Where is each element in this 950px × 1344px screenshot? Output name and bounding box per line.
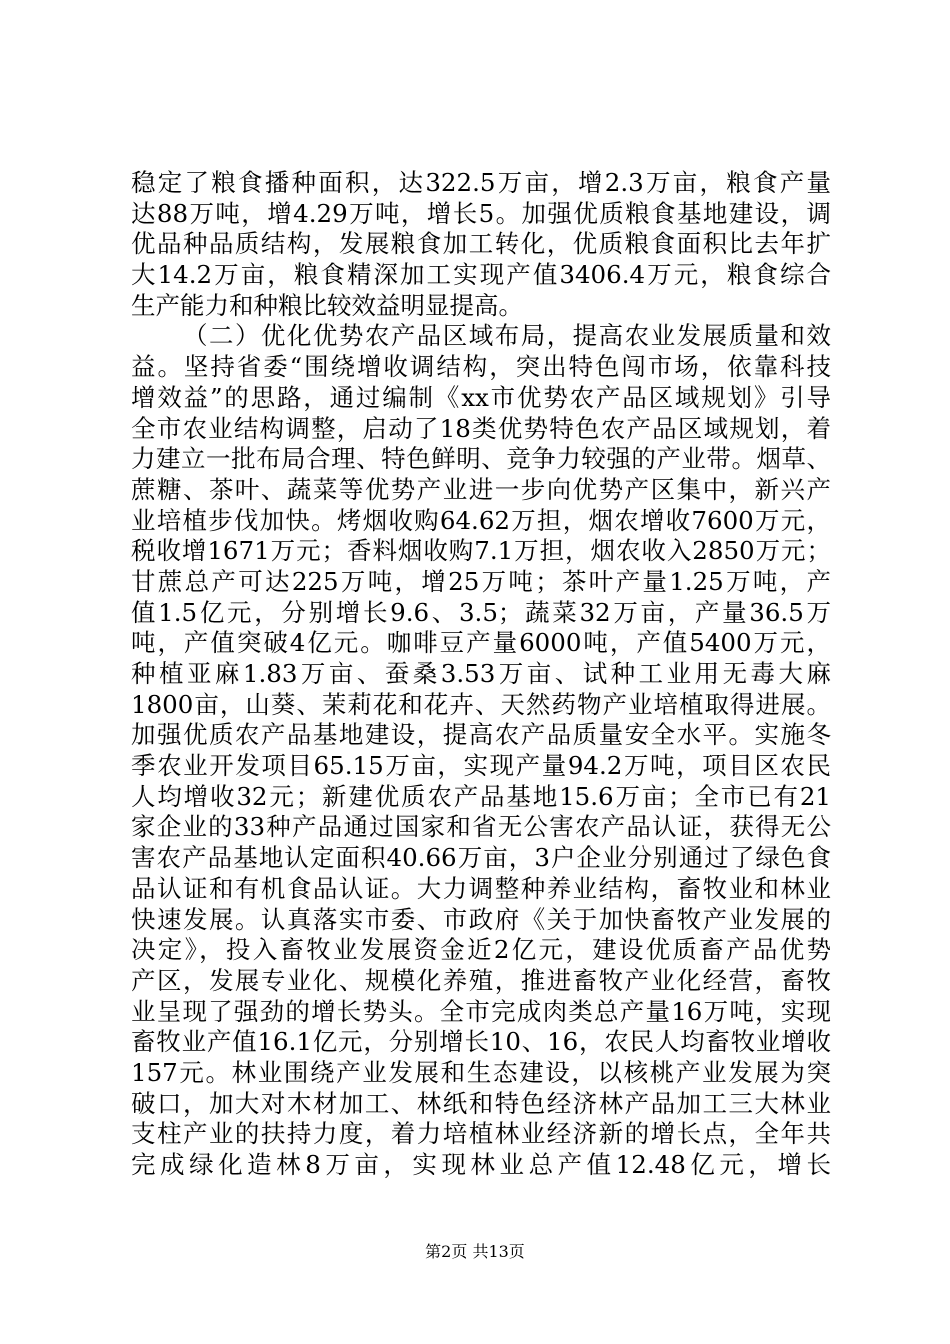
- text-line: 完成绿化造林8万亩，实现林业总产值12.48亿元，增长: [131, 1150, 831, 1179]
- text-line: 种植亚麻1.83万亩、蚕桑3.53万亩、试种工业用无毒大麻: [131, 659, 831, 688]
- text-line: 破口，加大对木材加工、林纸和特色经济林产品加工三大林业: [131, 1088, 831, 1118]
- text-line: 增效益”的思路，通过编制《xx市优势农产品区域规划》引导: [131, 382, 831, 412]
- page-footer: 第2页 共13页: [425, 1242, 525, 1261]
- text-line: 业呈现了强劲的增长势头。全市完成肉类总产量16万吨，实现: [131, 996, 831, 1026]
- text-line: 力建立一批布局合理、特色鲜明、竞争力较强的产业带。烟草、: [131, 444, 831, 474]
- text-line: 优品种品质结构，发展粮食加工转化，优质粮食面积比去年扩: [131, 229, 831, 259]
- text-line: （二）优化优势农产品区域布局，提高农业发展质量和效: [183, 321, 831, 351]
- text-line: 快速发展。认真落实市委、市政府《关于加快畜牧产业发展的: [131, 904, 831, 934]
- text-line: 全市农业结构调整，启动了18类优势特色农产品区域规划，着: [131, 413, 831, 443]
- text-line: 生产能力和种粮比较效益明显提高。: [131, 290, 523, 320]
- text-line: 家企业的33种产品通过国家和省无公害农产品认证，获得无公: [131, 812, 831, 842]
- text-line: 产区，发展专业化、规模化养殖，推进畜牧产业化经营，畜牧: [131, 965, 831, 995]
- text-line: 稳定了粮食播种面积，达322.5万亩，增2.3万亩，粮食产量: [131, 168, 831, 197]
- text-line: 大14.2万亩，粮食精深加工实现产值3406.4万元，粮食综合: [131, 260, 831, 290]
- text-line: 蔗糖、茶叶、蔬菜等优势产业进一步向优势产区集中，新兴产: [131, 474, 831, 504]
- text-line: 害农产品基地认定面积40.66万亩，3户企业分别通过了绿色食: [131, 843, 831, 873]
- text-line: 益。坚持省委“围绕增收调结构，突出特色闯市场，依靠科技: [131, 352, 831, 382]
- text-line: 畜牧业产值16.1亿元，分别增长10、16，农民人均畜牧业增收: [131, 1027, 831, 1057]
- text-line: 税收增1671万元；香料烟收购7.1万担，烟农收入2850万元；: [131, 536, 831, 566]
- text-line: 支柱产业的扶持力度，着力培植林业经济新的增长点，全年共: [131, 1119, 831, 1149]
- text-line: 业培植步伐加快。烤烟收购64.62万担，烟农增收7600万元，: [131, 505, 831, 535]
- body-text: [131, 168, 831, 1181]
- text-line: 决定》，投入畜牧业发展资金近2亿元，建设优质畜产品优势: [131, 935, 831, 965]
- text-line: 1800亩，山葵、茉莉花和花卉、天然药物产业培植取得进展。: [131, 689, 831, 719]
- text-line: 甘蔗总产可达225万吨，增25万吨；茶叶产量1.25万吨，产: [131, 566, 831, 596]
- text-line: 达88万吨，增4.29万吨，增长5。加强优质粮食基地建设，调: [131, 198, 831, 228]
- text-line: 加强优质农产品基地建设，提高农产品质量安全水平。实施冬: [131, 720, 831, 750]
- text-line: 157元。林业围绕产业发展和生态建设，以核桃产业发展为突: [131, 1057, 831, 1087]
- text-line: 值1.5亿元，分别增长9.6、3.5；蔬菜32万亩，产量36.5万: [131, 597, 831, 627]
- text-line: 吨，产值突破4亿元。咖啡豆产量6000吨，产值5400万元，: [131, 628, 831, 658]
- text-line: 季农业开发项目65.15万亩，实现产量94.2万吨，项目区农民: [131, 751, 831, 781]
- text-line: 品认证和有机食品认证。大力调整种养业结构，畜牧业和林业: [131, 873, 831, 903]
- text-line: 人均增收32元；新建优质农产品基地15.6万亩；全市已有21: [131, 781, 831, 811]
